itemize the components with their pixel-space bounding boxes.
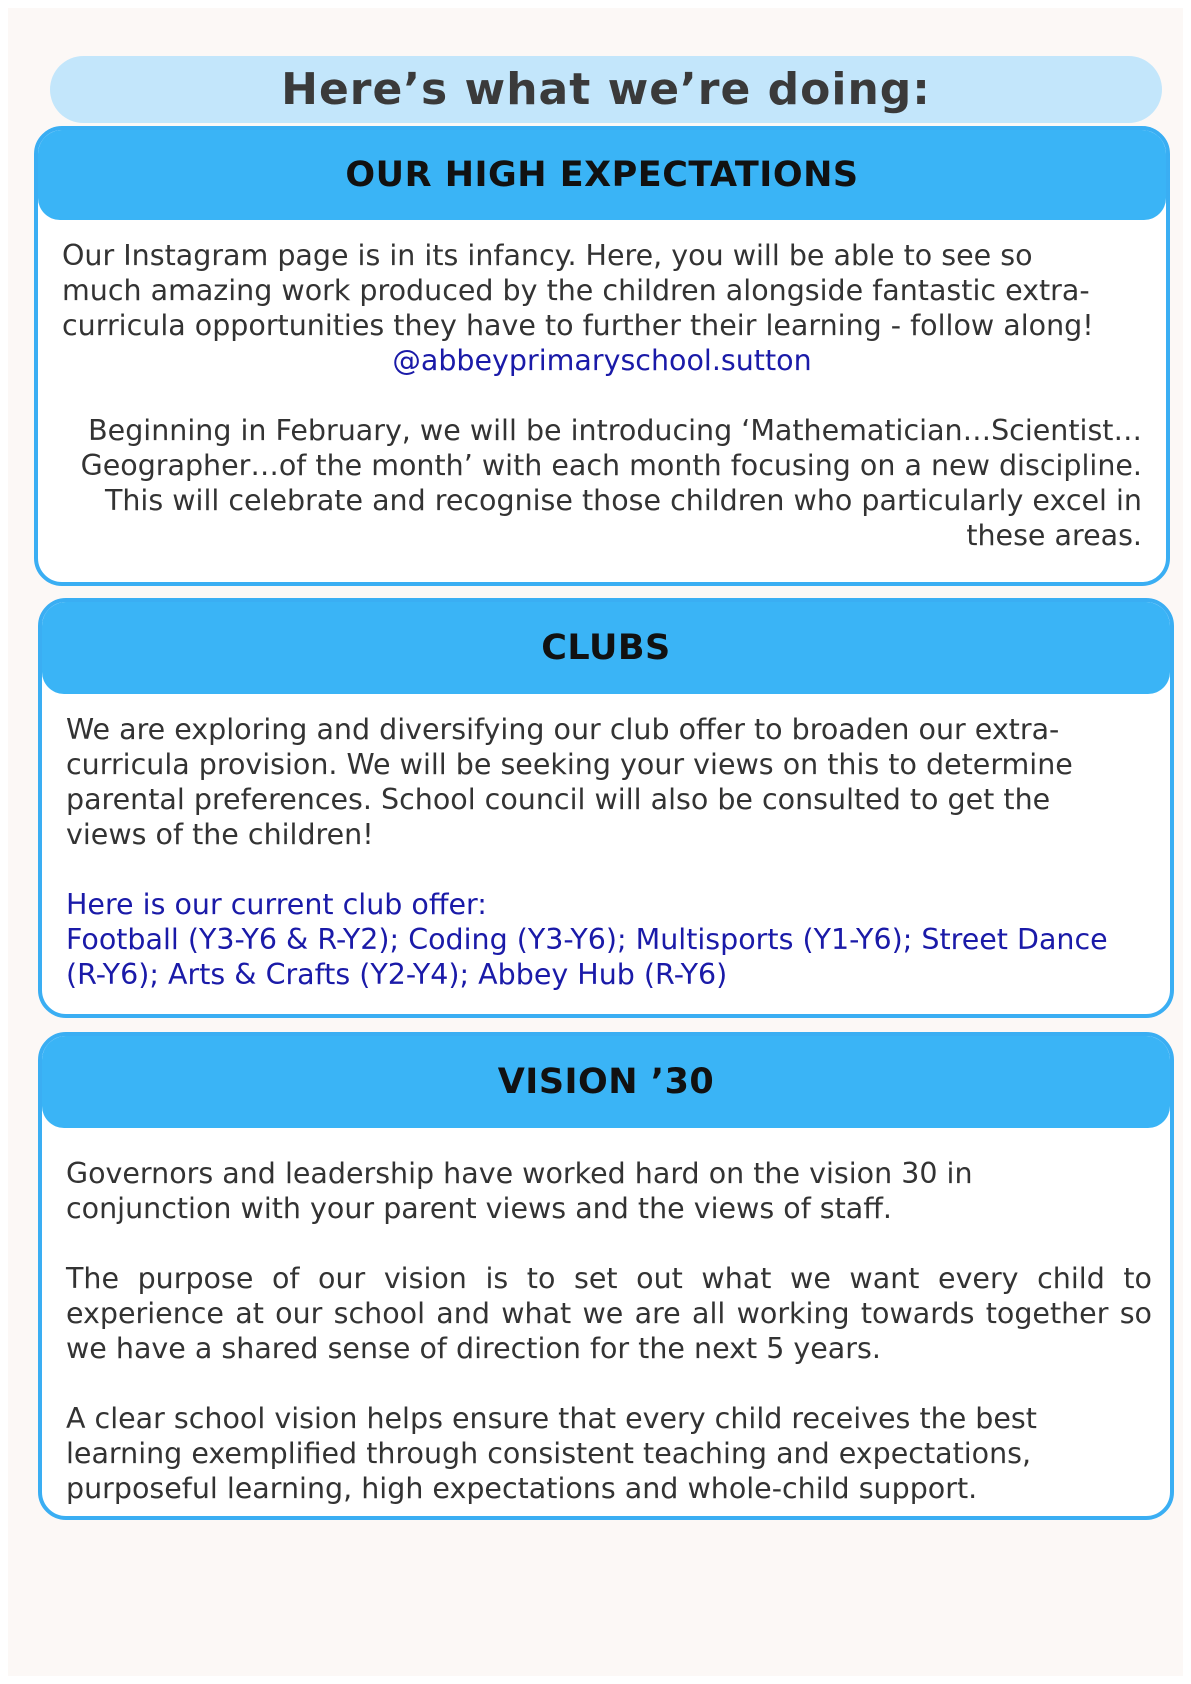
page-title: Here’s what we’re doing:: [281, 64, 931, 115]
vision-card-header: [42, 1036, 1170, 1128]
vision-paragraph-2: The purpose of our vision is to set out what we want every child to experience at our school and what we are all working towards together so we have a shared sense of direction for the next 5 years.: [66, 1262, 1152, 1365]
vision-paragraph-1: Governors and leadership have worked hard on the vision 30 in conjunction with your parent views and the views of staff.: [66, 1157, 973, 1225]
clubs-card-body: [42, 694, 1170, 992]
clubs-title: CLUBS: [541, 628, 671, 668]
clubs-intro: We are exploring and diversifying our club offer to broaden our extra-curricula provision. We will be seeking your views on this to determine parental preferences. School council will also be consulted to get the views of the children!: [66, 713, 1073, 851]
february-announcement: Beginning in February, we will be introducing ‘Mathematician…Scientist…Geographer…of the month’ with each month focusing on a new discipline. This will celebrate and recognise those children who particularly excel in these areas.: [80, 414, 1142, 552]
vision-card-body: [42, 1128, 1170, 1506]
club-offer-list: Football (Y3-Y6 & R-Y2); Coding (Y3-Y6); Multisports (Y1-Y6); Street Dance (R-Y6); Arts & Crafts (Y2-Y4); Abbey Hub (R-Y6): [66, 923, 1108, 991]
vision-card: [38, 1032, 1174, 1520]
instagram-intro: Our Instagram page is in its infancy. Here, you will be able to see so much amazing work produced by the children alongside fantastic extra-curricula opportunities they have to further their learning - follow along!: [62, 239, 1094, 342]
expectations-card: [34, 126, 1170, 586]
club-offer-heading: Here is our current club offer:: [66, 888, 487, 921]
clubs-card: [38, 598, 1174, 1018]
vision-paragraph-3: A clear school vision helps ensure that every child receives the best learning exemplified through consistent teaching and expectations, purposeful learning, high expectations and whole-child support.: [66, 1402, 1037, 1505]
header-banner: [50, 56, 1162, 123]
newsletter-page: [8, 8, 1183, 1676]
expectations-card-header: [38, 130, 1166, 220]
expectations-title: OUR HIGH EXPECTATIONS: [345, 155, 859, 195]
instagram-handle-link[interactable]: @abbeyprimaryschool.sutton: [392, 344, 812, 377]
expectations-card-body: [38, 220, 1166, 553]
clubs-card-header: [42, 602, 1170, 694]
vision-title: VISION ’30: [497, 1062, 715, 1102]
